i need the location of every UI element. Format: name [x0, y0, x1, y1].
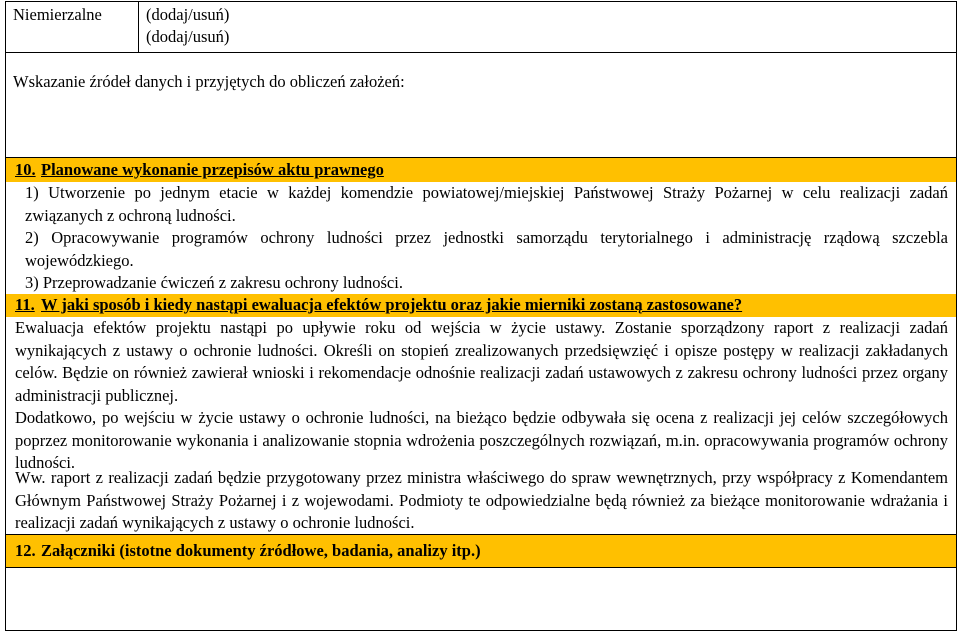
- section11-paragraph-1: Ewaluacja efektów projektu nastąpi po upływie roku od wejścia w życie ustawy. Zostanie sporządzony raport z realizacji zadań wynikających z ustawy o ochronie ludności. Określi on stopień zrealizowanych przedsięwzięć i opisze postępy w realizacji zakładanych celów. Będzie on również zawierał wnioski i rekomendacje odnośnie realizacji zadań ustawowych z zakresu ochrony ludności przez organy administracji publicznej.: [15, 318, 948, 405]
- section11-title: W jaki sposób i kiedy nastąpi ewaluacja efektów projektu oraz jakie mierniki zostaną zastosowane?: [41, 295, 743, 314]
- section10-item-3: 3) Przeprowadzanie ćwiczeń z zakresu ochrony ludności.: [25, 273, 403, 292]
- section12-heading: [15, 540, 948, 563]
- niemierzalne-label: Niemierzalne: [13, 5, 102, 24]
- row-divider-vertical: [138, 1, 139, 53]
- section10-item-2: 2) Opracowywanie programów ochrony ludności przez jednostki samorządu terytorialnego i administrację rządową szczebla wojewódzkiego.: [25, 228, 948, 270]
- section10-heading: [15, 159, 948, 182]
- section12-number: 12.: [15, 541, 36, 560]
- section11-number: 11.: [15, 295, 35, 314]
- section10-number: 10.: [15, 160, 36, 179]
- section10-title: Planowane wykonanie przepisów aktu prawnego: [41, 160, 384, 179]
- section10-item-1: 1) Utworzenie po jednym etacie w każdej komendzie powiatowej/miejskiej Państwowej Straży Pożarnej w celu realizacji zadań związanych z ochroną ludności.: [25, 183, 948, 225]
- row-divider: [5, 567, 957, 568]
- sources-label: Wskazanie źródeł danych i przyjętych do obliczeń założeń:: [13, 72, 405, 91]
- section11-paragraph-2: Dodatkowo, po wejściu w życie ustawy o ochronie ludności, na bieżąco będzie odbywała się ocena z realizacji jej celów szczegółowych poprzez monitorowanie wykonania i analizowanie stopnia wdrożenia poszczególnych rozwiązań, m.in. opracowywania programów ochrony ludności.: [15, 408, 948, 472]
- row-divider: [5, 52, 957, 53]
- section11-paragraph-3: Ww. raport z realizacji zadań będzie przygotowany przez ministra właściwego do spraw wewnętrznych, przy współpracy z Komendantem Głównym Państwowej Straży Pożarnej i z wojewodami. Podmioty te odpowiedzialne będą również za bieżące monitorowanie wdrażania i realizacji zadań wynikających z ustawy o ochronie ludności.: [15, 468, 948, 532]
- section12-title: Załączniki (istotne dokumenty źródłowe, badania, analizy itp.): [41, 541, 481, 560]
- niemierzalne-value-1[interactable]: (dodaj/usuń): [146, 5, 230, 24]
- niemierzalne-value-2[interactable]: (dodaj/usuń): [146, 27, 230, 46]
- section11-heading: [15, 294, 948, 317]
